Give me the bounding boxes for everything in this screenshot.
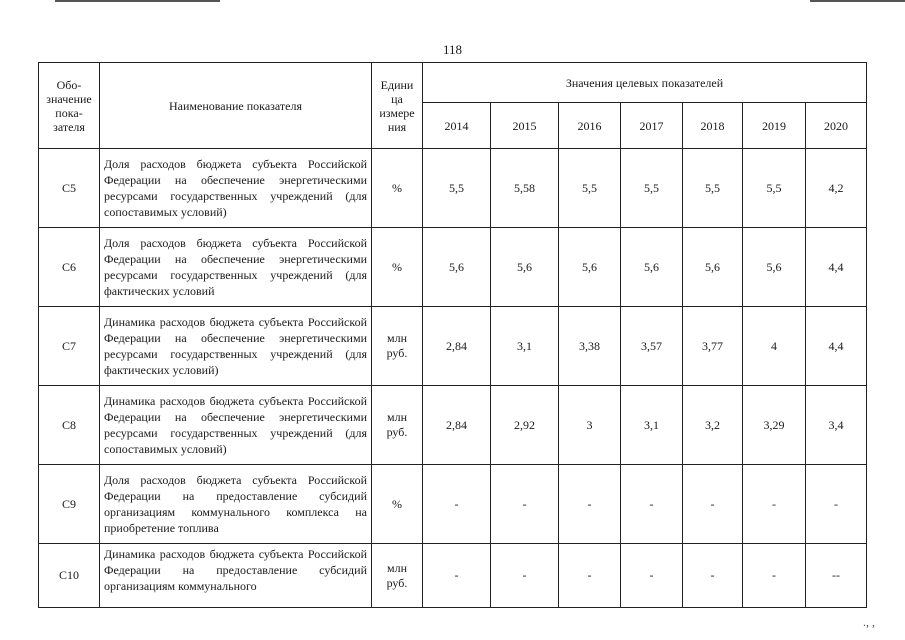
value-2019: - xyxy=(743,544,806,608)
value-2017: - xyxy=(621,465,683,544)
value-2016: - xyxy=(559,465,621,544)
header-year-2015: 2015 xyxy=(491,103,559,149)
header-year-2019: 2019 xyxy=(743,103,806,149)
value-2014: 2,84 xyxy=(423,307,491,386)
table-row xyxy=(39,544,867,608)
value-2017: 5,5 xyxy=(621,149,683,228)
indicator-name: Динамика расходов бюджета субъекта Российской Федерации на обеспечение энергетическими ресурсами государственных учреждений (для фактических условий) xyxy=(100,307,372,386)
indicators-table xyxy=(38,62,867,608)
header-unit: Едини ца измере ния xyxy=(372,63,423,149)
indicator-code: С5 xyxy=(39,149,100,228)
table-body xyxy=(39,149,867,608)
header-year-2020: 2020 xyxy=(806,103,867,149)
value-2018: - xyxy=(683,465,743,544)
value-2015: 5,58 xyxy=(491,149,559,228)
table-header xyxy=(39,63,867,149)
indicator-unit: % xyxy=(372,149,423,228)
table-row xyxy=(39,386,867,465)
value-2020: -- xyxy=(806,544,867,608)
header-code: Обо- значение пока- зателя xyxy=(39,63,100,149)
indicator-unit: млн руб. xyxy=(372,386,423,465)
value-2018: 5,6 xyxy=(683,228,743,307)
indicator-name: Доля расходов бюджета субъекта Российской Федерации на предоставление субсидий организациям коммунального комплекса на приобретение топлива xyxy=(100,465,372,544)
header-year-2014: 2014 xyxy=(423,103,491,149)
value-2020: - xyxy=(806,465,867,544)
indicator-unit: млн руб. xyxy=(372,544,423,608)
value-2016: 3,38 xyxy=(559,307,621,386)
header-year-2016: 2016 xyxy=(559,103,621,149)
header-values-title: Значения целевых показателей xyxy=(423,63,867,103)
value-2017: 3,1 xyxy=(621,386,683,465)
value-2019: - xyxy=(743,465,806,544)
table-row xyxy=(39,228,867,307)
value-2020: 4,4 xyxy=(806,228,867,307)
indicator-name: Доля расходов бюджета субъекта Российской Федерации на обеспечение энергетическими ресурсами государственных учреждений (для фактических условий xyxy=(100,228,372,307)
value-2014: 5,5 xyxy=(423,149,491,228)
value-2018: 3,2 xyxy=(683,386,743,465)
indicator-unit: млн руб. xyxy=(372,307,423,386)
value-2017: 5,6 xyxy=(621,228,683,307)
indicator-code: С9 xyxy=(39,465,100,544)
indicator-unit: % xyxy=(372,228,423,307)
indicator-name: Доля расходов бюджета субъекта Российской Федерации на обеспечение энергетическими ресурсами государственных учреждений (для сопоставимых условий) xyxy=(100,149,372,228)
table-row xyxy=(39,465,867,544)
header-year-2018: 2018 xyxy=(683,103,743,149)
table-row xyxy=(39,149,867,228)
value-2017: - xyxy=(621,544,683,608)
value-2016: 3 xyxy=(559,386,621,465)
value-2016: 5,6 xyxy=(559,228,621,307)
scan-top-edge xyxy=(0,0,905,5)
value-2018: 3,77 xyxy=(683,307,743,386)
indicator-code: С10 xyxy=(39,544,100,608)
value-2017: 3,57 xyxy=(621,307,683,386)
indicator-unit: % xyxy=(372,465,423,544)
indicator-code: С6 xyxy=(39,228,100,307)
value-2020: 3,4 xyxy=(806,386,867,465)
value-2020: 4,4 xyxy=(806,307,867,386)
value-2015: - xyxy=(491,544,559,608)
value-2019: 4 xyxy=(743,307,806,386)
value-2016: 5,5 xyxy=(559,149,621,228)
value-2015: 3,1 xyxy=(491,307,559,386)
value-2014: - xyxy=(423,465,491,544)
value-2015: 2,92 xyxy=(491,386,559,465)
indicator-code: С7 xyxy=(39,307,100,386)
indicator-name: Динамика расходов бюджета субъекта Российской Федерации на обеспечение энергетическими ресурсами государственных учреждений (для сопоставимых условий) xyxy=(100,386,372,465)
table-row xyxy=(39,307,867,386)
value-2018: 5,5 xyxy=(683,149,743,228)
indicator-name: Динамика расходов бюджета субъекта Российской Федерации на предоставление субсидий организациям коммунального xyxy=(100,544,372,608)
value-2014: 5,6 xyxy=(423,228,491,307)
value-2015: 5,6 xyxy=(491,228,559,307)
value-2020: 4,2 xyxy=(806,149,867,228)
margin-marks: ., , xyxy=(863,615,875,629)
value-2015: - xyxy=(491,465,559,544)
value-2019: 3,29 xyxy=(743,386,806,465)
indicator-code: С8 xyxy=(39,386,100,465)
value-2019: 5,5 xyxy=(743,149,806,228)
header-year-2017: 2017 xyxy=(621,103,683,149)
value-2018: - xyxy=(683,544,743,608)
page-number: 118 xyxy=(442,42,463,57)
value-2014: 2,84 xyxy=(423,386,491,465)
value-2016: - xyxy=(559,544,621,608)
value-2014: - xyxy=(423,544,491,608)
header-name: Наименование показателя xyxy=(100,63,372,149)
value-2019: 5,6 xyxy=(743,228,806,307)
